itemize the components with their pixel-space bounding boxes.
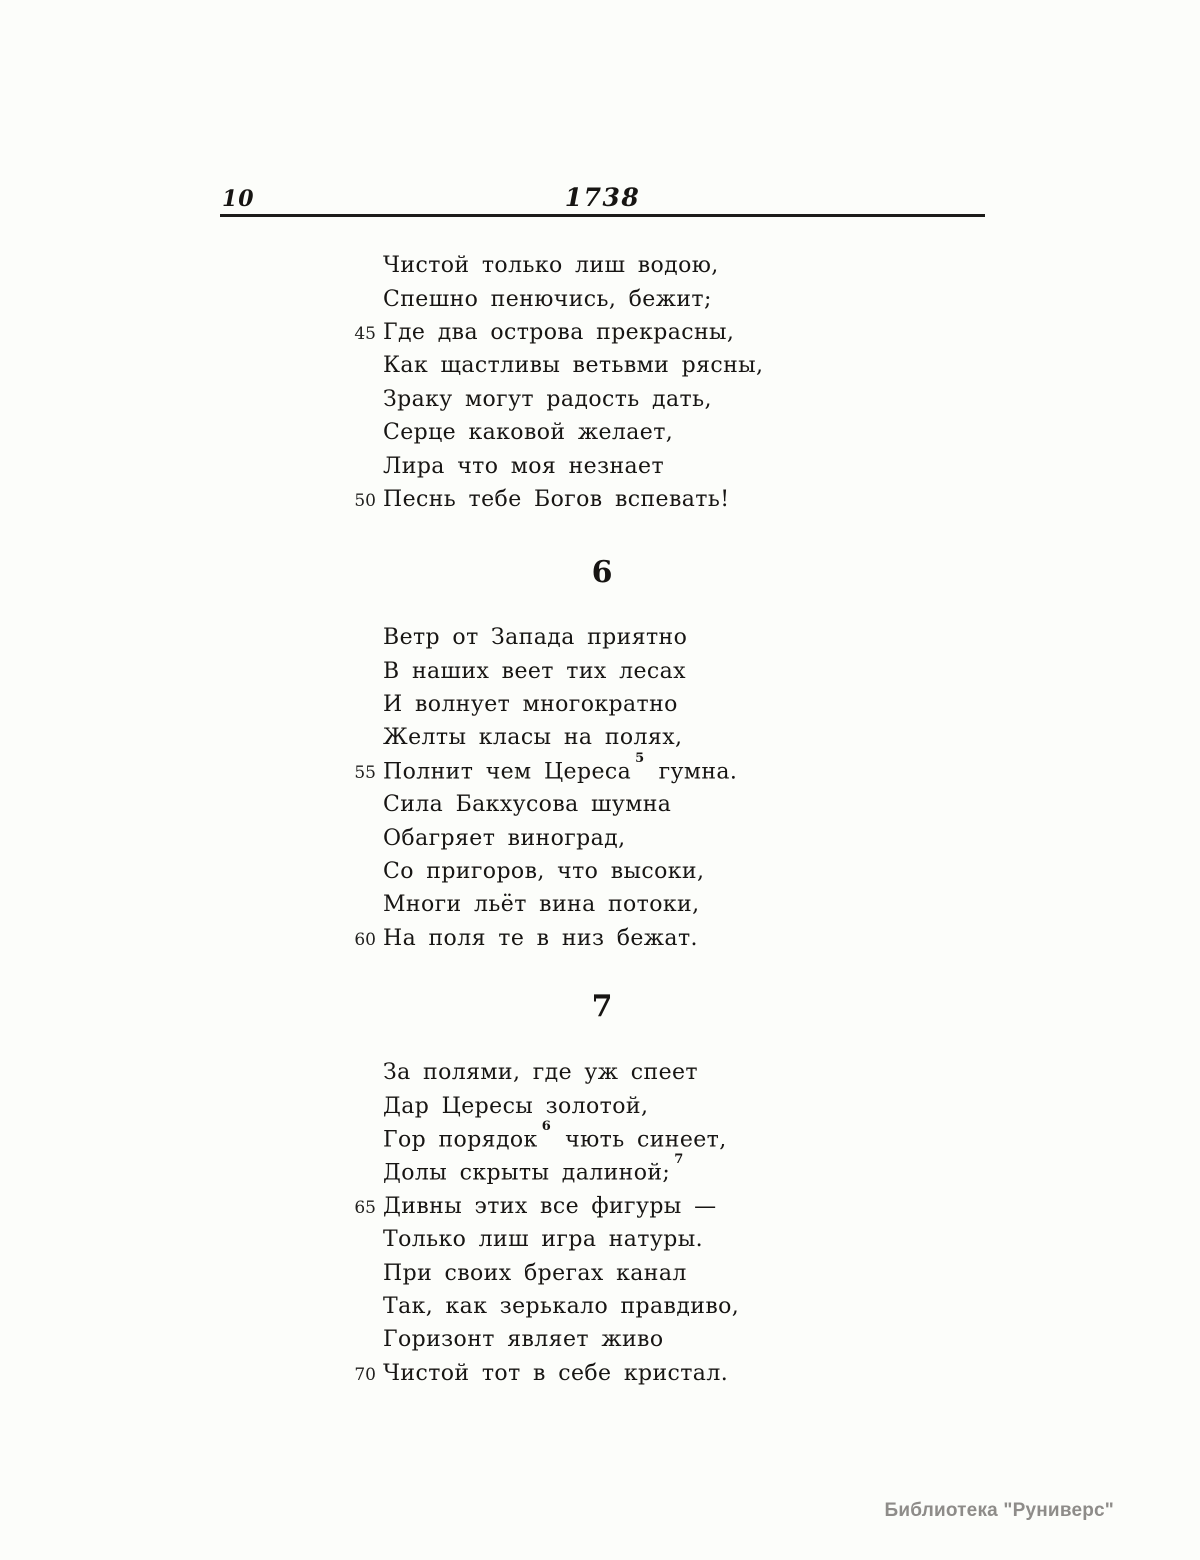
verse-line [334,316,1200,349]
verse-line [334,416,1200,449]
line-number [334,431,376,434]
line-number [334,264,376,267]
verse-line [334,621,1200,654]
line-number [334,703,376,706]
line-number [334,636,376,639]
verse-line [334,282,1200,315]
stanza-6 [0,621,1200,955]
verse-line [334,1118,1200,1156]
line-number: 60 [354,929,376,950]
verse-text: Где два острова прекрасны, [383,319,735,345]
line-number [334,1105,376,1108]
verse-line [334,655,1200,688]
verse-line [334,1152,1200,1189]
footnote-marker: 7 [674,1152,684,1168]
verse-text: Со пригоров, что высоки, [383,859,705,885]
verse-text: Многи льёт вина потоки, [383,892,700,918]
verse-text: Дивны этих все фигуры — [383,1193,717,1219]
verse-text: Сила Бакхусова шумна [383,792,672,818]
verse-text: При своих брегах канал [383,1260,687,1286]
footnote-marker: 5 [635,750,645,766]
line-number [334,398,376,401]
verse-line [334,750,1200,788]
verse-text: На поля те в низ бежат. [383,925,698,951]
line-number [334,1272,376,1275]
verse-text: Зраку могут радость дать, [383,386,712,412]
verse-line [334,1223,1200,1256]
verse-line [334,1190,1200,1223]
verse-text: Только лиш игра натуры. [383,1227,704,1253]
stanza-heading-7: 7 [591,989,614,1025]
stanza-continued [0,249,1200,516]
line-number [334,465,376,468]
stanza-7 [0,1056,1200,1390]
verse-text: Желты класы на полях, [383,725,683,751]
verse-text-post: чють синеет, [552,1127,727,1153]
verse-line [334,788,1200,821]
verse-text: И волнует многократно [383,692,678,718]
verse-text [383,750,738,785]
verse-line [334,1290,1200,1323]
verse-text: Спешно пенючись, бежит; [383,286,712,312]
line-number [334,1305,376,1308]
line-number [334,670,376,673]
verse-line [334,855,1200,888]
verse-text: Чистой тот в себе кристал. [383,1360,729,1386]
page-number: 10 [222,186,255,212]
verse-text-pre: Долы скрыты далиной; [383,1160,671,1186]
verse-line [334,349,1200,382]
line-number [334,870,376,873]
verse-line [334,721,1200,754]
header-year: 1738 [564,183,641,212]
line-number: 45 [354,323,376,344]
verse-text: Серце каковой желает, [383,420,674,446]
verse-line [334,688,1200,721]
line-number [334,1138,376,1141]
verse-text [383,1118,727,1153]
verse-text: Ветр от Запада приятно [383,625,688,651]
verse-text-pre: Полнит чем Цереса [383,759,632,785]
line-number [334,1171,376,1174]
verse-line [334,821,1200,854]
watermark: Библиотека "Руниверс" [884,1500,1114,1521]
line-number [334,837,376,840]
verse-line [334,383,1200,416]
line-number [334,1238,376,1241]
line-number: 55 [354,762,376,783]
verse-text-post: гумна. [646,759,738,785]
verse-text: За полями, где уж спеет [383,1060,698,1086]
line-number [334,364,376,367]
verse-line [334,1256,1200,1289]
line-number: 50 [354,490,376,511]
verse-line [334,1357,1200,1390]
verse-text: Так, как зерькало правдиво, [383,1293,740,1319]
line-number [334,298,376,301]
verse-line [334,922,1200,955]
verse-text: В наших веет тих лесах [383,658,686,684]
verse-text [383,1152,685,1186]
line-number: 65 [354,1197,376,1218]
verse-line [334,1056,1200,1089]
verse-text: Песнь тебе Богов вспевать! [383,486,730,512]
line-number [334,903,376,906]
footnote-marker: 6 [541,1118,551,1134]
line-number [334,736,376,739]
verse-line [334,483,1200,516]
verse-text-pre: Гор порядок [383,1127,538,1153]
verse-line [334,449,1200,482]
verse-text: Чистой только лиш водою, [383,253,719,279]
line-number [334,803,376,806]
verse-text: Горизонт являет живо [383,1327,664,1353]
verse-text: Как щастливы ветьвми рясны, [383,353,764,379]
verse-text: Дар Цересы золотой, [383,1093,649,1119]
verse-line [334,888,1200,921]
verse-line [334,1089,1200,1122]
line-number: 70 [354,1364,376,1385]
verse-text: Лира что моя незнает [383,453,665,479]
page-header [220,184,985,217]
line-number [334,1071,376,1074]
verse-line [334,249,1200,282]
line-number [334,1338,376,1341]
verse-line [334,1323,1200,1356]
stanza-heading-6: 6 [591,555,614,591]
verse-text: Обагряет виноград, [383,825,626,851]
